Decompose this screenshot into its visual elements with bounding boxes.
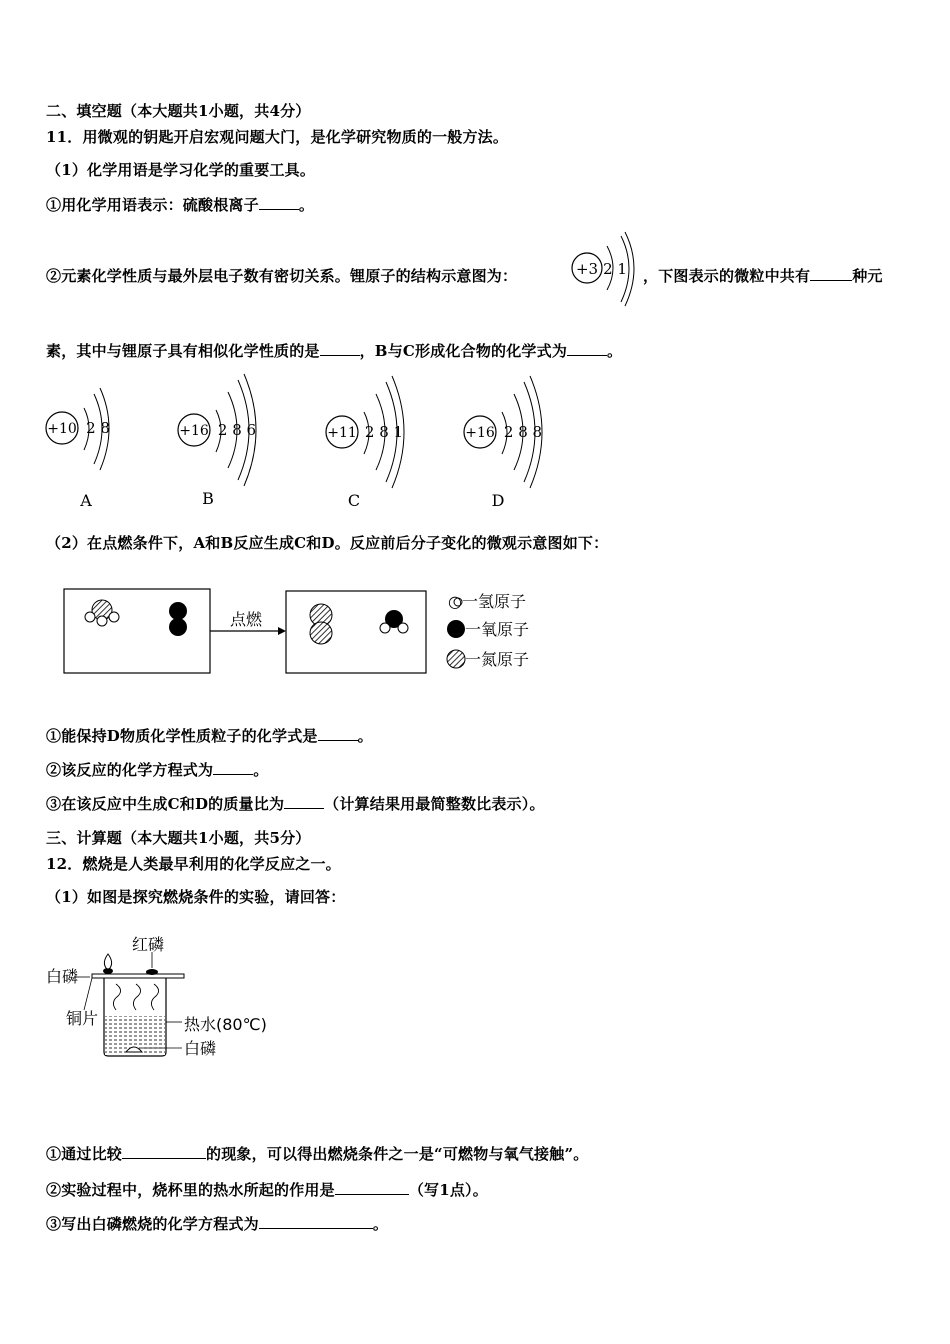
part-2-intro: （2）在点燃条件下，A和B反应生成C和D。反应前后分子变化的微观示意图如下：: [46, 534, 609, 552]
label-copper-sheet: 铜片: [66, 1009, 99, 1028]
legend-oxygen: 一氧原子: [465, 620, 530, 639]
combustion-question-3-text: ③写出白磷燃烧的化学方程式为: [46, 1215, 259, 1233]
lithium-nucleus-charge: +3: [575, 260, 599, 278]
period: 。: [253, 761, 269, 779]
label-red-phosphorus: 红磷: [132, 935, 165, 954]
reaction-question-1-text: ①能保持D物质化学性质粒子的化学式是: [46, 727, 318, 745]
atom-structures: [40, 370, 580, 515]
atom-c: [326, 376, 404, 510]
reaction-arrow-head: [278, 627, 286, 635]
sub-question-2-text-c: 种元: [852, 267, 883, 285]
period: 。: [298, 196, 315, 214]
reaction-question-3: [46, 794, 545, 814]
combustion-question-1: [46, 1144, 588, 1164]
combustion-question-3: [46, 1214, 388, 1234]
atom-a-nucleus: +10: [47, 421, 77, 437]
flame-icon: [104, 954, 111, 969]
reaction-question-3-text-a: ③在该反应中生成C和D的质量比为: [46, 795, 285, 813]
atom-d-shells: 2 8 8: [503, 423, 543, 441]
label-white-phosphorus-top: 白磷: [46, 967, 79, 986]
period: 。: [357, 727, 373, 745]
period: 。: [607, 342, 623, 360]
combustion-question-2: [46, 1180, 488, 1200]
part-1-intro: （1）化学用语是学习化学的重要工具。: [46, 161, 316, 179]
q12-part-1-intro: （1）如图是探究燃烧条件的实验，请回答：: [46, 888, 346, 906]
atom-d: [464, 376, 542, 510]
answer-blank[interactable]: [567, 341, 607, 356]
answer-blank[interactable]: [122, 1144, 206, 1159]
section2-heading: 二、填空题（本大题共1小题，共4分）: [46, 102, 311, 120]
sub-question-3: [46, 341, 622, 361]
atom-a: [46, 388, 110, 510]
ammonia-molecule: [85, 600, 119, 626]
atom-c-label: C: [347, 491, 361, 510]
sub-question-2-text-a: ②元素化学性质与最外层电子数有密切关系。锂原子的结构示意图为：: [46, 267, 518, 285]
label-hot-water: 热水(80℃): [184, 1015, 267, 1034]
atom-d-label: D: [491, 491, 505, 510]
combustion-apparatus: [44, 930, 284, 1065]
answer-blank[interactable]: [320, 341, 360, 356]
atom-c-nucleus: +11: [327, 425, 357, 441]
atom-a-label: A: [80, 491, 92, 510]
atom-b-nucleus: +16: [179, 423, 209, 439]
question-12-stem: 12．燃烧是人类最早利用的化学反应之一。: [46, 855, 341, 873]
label-white-phosphorus-bottom: 白磷: [184, 1039, 217, 1058]
reaction-question-3-text-b: （计算结果用最简整数比表示）。: [324, 795, 545, 813]
lithium-electrons: 2 1: [603, 260, 627, 278]
answer-blank[interactable]: [810, 266, 852, 281]
oxygen-molecule: [169, 602, 187, 636]
copper-plate: [92, 974, 184, 978]
atom-d-nucleus: +16: [465, 425, 495, 441]
reaction-diagram: [60, 585, 550, 680]
sub-question-1: [46, 195, 314, 215]
sub-question-3-text-b: ，B与C形成化合物的化学式为: [359, 342, 568, 360]
sub-question-2: [46, 266, 517, 286]
sub-question-2-cont: [643, 266, 883, 286]
period: 。: [372, 1215, 389, 1233]
reaction-condition: 点燃: [229, 610, 263, 629]
atom-a-shells: 2 8: [86, 419, 110, 437]
water-molecule: [380, 610, 408, 633]
atom-b-label: B: [202, 489, 214, 508]
nitrogen-molecule: [310, 604, 332, 644]
combustion-question-1-text-b: 的现象，可以得出燃烧条件之一是“可燃物与氧气接触”。: [206, 1145, 589, 1163]
answer-blank[interactable]: [259, 1214, 373, 1229]
sub-question-2-text-b: ，下图表示的微粒中共有: [643, 267, 811, 285]
combustion-question-2-text-b: （写1点）。: [408, 1181, 488, 1199]
answer-blank[interactable]: [318, 726, 358, 741]
lithium-atom-diagram: [567, 228, 639, 310]
combustion-question-2-text-a: ②实验过程中，烧杯里的热水所起的作用是: [46, 1181, 335, 1199]
legend-nitrogen: 一氮原子: [465, 650, 530, 669]
reaction-question-1: [46, 726, 373, 746]
answer-blank[interactable]: [335, 1180, 409, 1195]
atom-b: [178, 374, 256, 508]
reactants-box: [64, 589, 210, 673]
section3-heading: 三、计算题（本大题共1小题，共5分）: [46, 829, 311, 847]
red-phosphorus: [146, 969, 158, 975]
answer-blank[interactable]: [284, 794, 324, 809]
legend-hydrogen: ○一氢原子: [448, 592, 526, 611]
question-11-stem: 11．用微观的钥匙开启宏观问题大门，是化学研究物质的一般方法。: [46, 128, 509, 146]
answer-blank[interactable]: [213, 760, 253, 775]
legend: [447, 592, 529, 669]
combustion-question-1-text-a: ①通过比较: [46, 1145, 123, 1163]
atom-c-shells: 2 8 1: [364, 423, 404, 441]
reaction-question-2: [46, 760, 268, 780]
sub-question-1-text: ①用化学用语表示：硫酸根离子: [46, 196, 259, 214]
sub-question-3-text-a: 素，其中与锂原子具有相似化学性质的是: [46, 342, 320, 360]
atom-b-shells: 2 8 6: [217, 421, 257, 439]
answer-blank[interactable]: [259, 195, 299, 210]
reaction-question-2-text: ②该反应的化学方程式为: [46, 761, 214, 779]
